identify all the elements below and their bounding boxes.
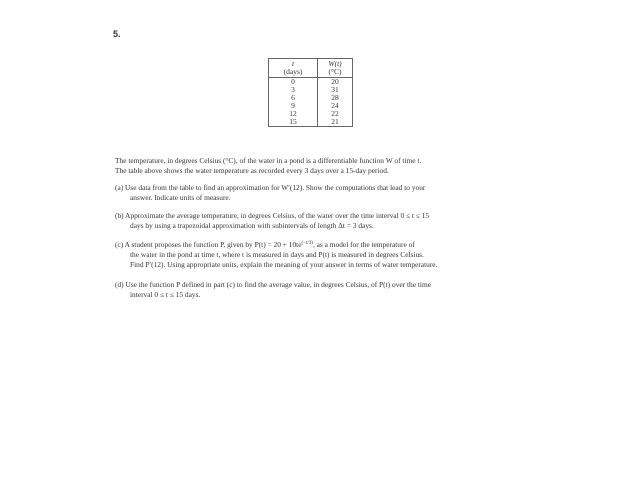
table-cell-t: 0: [269, 78, 318, 87]
part-b-line: (b) Approximate the average temperature, in degrees Celsius, of the water over the time interval 0 ≤ t ≤ 15: [115, 211, 430, 220]
table-cell-w: 22: [318, 110, 353, 118]
part-c-line: [115, 239, 535, 250]
table-cell-t: 12: [269, 110, 318, 118]
part-d-line: (d) Use the function P defined in part (c) to find the average value, in degrees Celsius, of P(t) over the time: [115, 280, 431, 289]
column-header-t-variable: t: [291, 59, 295, 68]
column-header-w-variable: W(t): [328, 59, 342, 68]
intro-line: The temperature, in degrees Celsius (°C), of the water in a pond is a differentiable function W of time t.: [115, 156, 422, 165]
table-cell-t: 6: [269, 94, 318, 102]
table-row: [269, 94, 353, 102]
table-row: [269, 86, 353, 94]
table-row: [269, 118, 353, 127]
part-a: [115, 183, 535, 203]
question-number: 5.: [113, 29, 121, 39]
intro-paragraph: [115, 156, 535, 176]
part-a-line: (a) Use data from the table to find an approximation for W′(12). Show the computations that lead to your: [115, 183, 426, 192]
table-header-row: [269, 59, 353, 78]
table-cell-w: 24: [318, 102, 353, 110]
part-c-line: the water in the pond at time t, where t is measured in days and P(t) is measured in degrees Celsius.: [130, 250, 424, 259]
table-cell-t: 9: [269, 102, 318, 110]
part-c-line-end: , as a model for the temperature of: [312, 240, 415, 249]
part-b-line: days by using a trapezoidal approximation with subintervals of length Δt = 3 days.: [130, 221, 374, 230]
table-row: [269, 102, 353, 110]
column-header-t: [269, 59, 318, 78]
column-header-w: [318, 59, 353, 78]
part-c-line: Find P′(12). Using appropriate units, explain the meaning of your answer in terms of water temperature.: [130, 260, 438, 269]
part-a-line: answer. Indicate units of measure.: [130, 193, 231, 202]
part-b: [115, 211, 535, 231]
table-cell-w: 20: [318, 78, 353, 87]
table-row: [269, 78, 353, 87]
part-d-line: interval 0 ≤ t ≤ 15 days.: [130, 290, 201, 299]
part-c: [115, 239, 535, 270]
table-cell-w: 28: [318, 94, 353, 102]
part-c-line-start: (c) A student proposes the function P, given by P(t) = 20 + 10te: [115, 240, 302, 249]
intro-line: The table above shows the water temperature as recorded every 3 days over a 15-day period.: [115, 166, 389, 175]
column-header-t-unit: (days): [283, 67, 303, 76]
temperature-table: [268, 58, 353, 127]
table-cell-t: 3: [269, 86, 318, 94]
column-header-w-unit: (°C): [328, 67, 342, 76]
table-cell-t: 15: [269, 118, 318, 127]
table-cell-w: 21: [318, 118, 353, 127]
exponent: (−t/3): [301, 241, 313, 246]
part-d: [115, 280, 535, 300]
table-row: [269, 110, 353, 118]
table-cell-w: 31: [318, 86, 353, 94]
